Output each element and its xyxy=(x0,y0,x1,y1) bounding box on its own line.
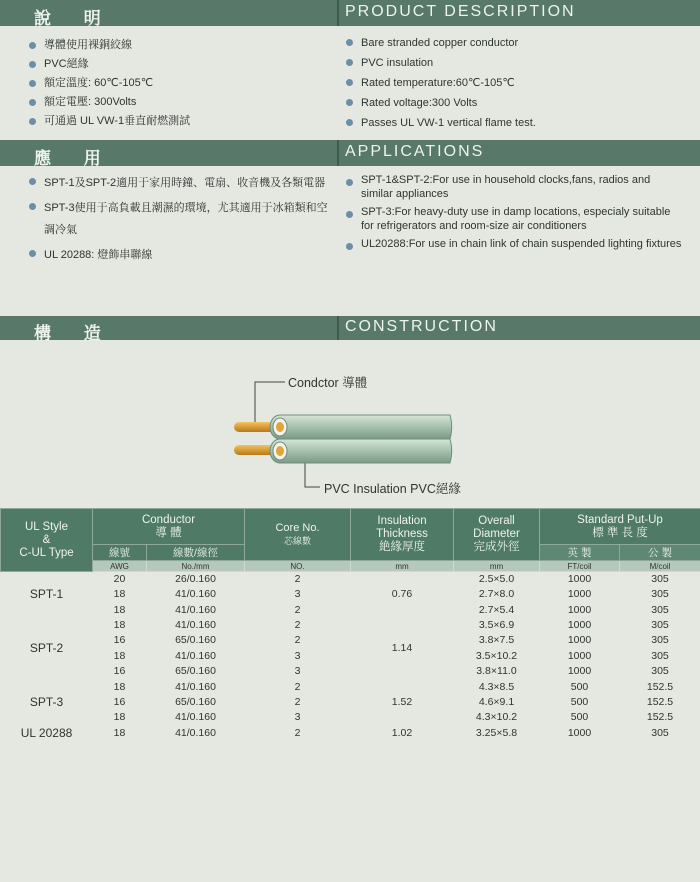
header-ft-zh: 英 製 xyxy=(540,545,620,561)
core-cell: 3 xyxy=(294,711,301,724)
construction-title-en: CONSTRUCTION xyxy=(345,318,498,335)
ft-cell: 1000 xyxy=(567,603,592,616)
table-row xyxy=(1,633,700,648)
table-row xyxy=(1,679,700,694)
list-item: Passes UL VW-1 vertical flame test. xyxy=(345,113,685,133)
thickness-cell: 1.02 xyxy=(391,726,413,739)
m-cell: 305 xyxy=(651,588,669,601)
applications-title-en: APPLICATIONS xyxy=(345,143,485,160)
unit-core: NO. xyxy=(245,561,351,572)
description-list-en xyxy=(345,33,685,133)
header-dia-zh: 完成外徑 xyxy=(473,541,520,553)
diameter-cell: 4.6×9.1 xyxy=(478,695,515,708)
header-style-line3: C-UL Type xyxy=(19,546,74,559)
awg-cell: 16 xyxy=(113,665,126,678)
list-item: UL20288:For use in chain link of chain suspended lighting fixtures xyxy=(345,237,685,251)
diameter-cell: 3.8×7.5 xyxy=(478,634,515,647)
conductor-label: Condctor 導體 xyxy=(288,376,368,390)
description-title-en: PRODUCT DESCRIPTION xyxy=(345,3,576,20)
ft-cell: 1000 xyxy=(567,573,592,585)
list-item: PVC insulation xyxy=(345,53,685,73)
m-cell: 305 xyxy=(651,649,669,662)
construction-header xyxy=(0,316,700,343)
applications-header xyxy=(0,140,700,166)
core-cell: 2 xyxy=(294,634,301,647)
awg-cell: 20 xyxy=(113,573,126,585)
core-cell: 2 xyxy=(294,603,301,616)
ft-cell: 500 xyxy=(570,695,589,708)
insulation-label: PVC Insulation PVC絕緣 xyxy=(324,482,461,496)
m-cell: 305 xyxy=(651,634,669,647)
header-ins-en2: Thickness xyxy=(376,528,428,540)
applications-list-zh xyxy=(28,172,333,269)
table-row xyxy=(1,726,700,741)
list-item: 額定電壓: 300Volts xyxy=(28,93,328,112)
header-diameter xyxy=(454,509,540,561)
header-dia-en1: Overall xyxy=(478,515,515,527)
m-cell: 305 xyxy=(651,618,669,631)
unit-ins: mm xyxy=(351,561,454,572)
unit-ft: FT/coil xyxy=(540,561,620,572)
core-cell: 2 xyxy=(294,726,301,739)
ft-cell: 1000 xyxy=(567,726,592,739)
header-strand-zh: 線數/線徑 xyxy=(147,545,245,561)
table-row xyxy=(1,602,700,617)
strand-cell: 41/0.160 xyxy=(175,711,216,724)
table-row xyxy=(1,710,700,725)
list-item: 額定溫度: 60℃-105℃ xyxy=(28,74,328,93)
diameter-cell: 2.7×8.0 xyxy=(478,588,515,601)
header-dia-en2: Diameter xyxy=(473,528,520,540)
ft-cell: 1000 xyxy=(567,588,592,601)
list-item: UL 20288: 燈飾串聯線 xyxy=(28,244,333,266)
list-item: Rated voltage:300 Volts xyxy=(345,93,685,113)
list-item: Rated temperature:60℃-105℃ xyxy=(345,73,685,93)
table-row xyxy=(1,664,700,679)
style-cell: SPT-3 xyxy=(29,694,64,709)
header-ins-en1: Insulation xyxy=(377,515,427,527)
unit-m: M/coil xyxy=(620,561,700,572)
thickness-cell: 0.76 xyxy=(391,588,413,601)
header-core xyxy=(245,509,351,561)
header-style-line1: UL Style xyxy=(24,520,69,533)
applications-divider xyxy=(337,140,339,166)
header-conductor xyxy=(93,509,245,545)
header-gauge-zh: 線號 xyxy=(93,545,147,561)
table-row xyxy=(1,649,700,664)
list-item: Bare stranded copper conductor xyxy=(345,33,685,53)
table-row xyxy=(1,572,700,588)
header-style-line2: & xyxy=(42,533,51,546)
list-item: 導體使用裸銅絞線 xyxy=(28,36,328,55)
header-putup-en: Standard Put-Up xyxy=(577,513,663,526)
upper-insulation xyxy=(270,415,452,439)
awg-cell: 18 xyxy=(113,680,126,693)
awg-cell: 18 xyxy=(113,649,126,662)
description-header xyxy=(0,0,700,26)
description-list-zh xyxy=(28,36,328,131)
header-m-zh: 公 製 xyxy=(620,545,700,561)
m-cell: 305 xyxy=(651,573,669,585)
strand-cell: 41/0.160 xyxy=(175,649,216,662)
m-cell: 152.5 xyxy=(646,711,674,724)
spec-table xyxy=(0,508,700,741)
header-insulation xyxy=(351,509,454,561)
header-conductor-en: Conductor xyxy=(141,513,196,526)
unit-awg: AWG xyxy=(93,561,147,572)
style-cell: SPT-2 xyxy=(29,641,64,656)
header-putup xyxy=(540,509,700,545)
list-item: SPT-3使用于高負載且潮濕的環境，尤其適用于冰箱類和空調冷氣 xyxy=(28,197,333,241)
awg-cell: 18 xyxy=(113,618,126,631)
core-cell: 2 xyxy=(294,695,301,708)
strand-cell: 41/0.160 xyxy=(175,680,216,693)
unit-dia: mm xyxy=(454,561,540,572)
core-cell: 3 xyxy=(294,665,301,678)
description-divider xyxy=(337,0,339,26)
core-cell: 2 xyxy=(294,680,301,693)
strand-cell: 65/0.160 xyxy=(175,695,216,708)
core-cell: 2 xyxy=(294,618,301,631)
ft-cell: 1000 xyxy=(567,634,592,647)
m-cell: 152.5 xyxy=(646,680,674,693)
thickness-cell: 1.52 xyxy=(391,695,413,708)
thickness-cell: 1.14 xyxy=(391,642,413,655)
header-putup-zh: 標 準 長 度 xyxy=(592,526,648,539)
table-row xyxy=(1,695,700,710)
ft-cell: 500 xyxy=(570,680,589,693)
table-row xyxy=(1,587,700,602)
strand-cell: 65/0.160 xyxy=(175,665,216,678)
core-cell: 3 xyxy=(294,649,301,662)
core-cell: 2 xyxy=(294,573,301,585)
core-cell: 3 xyxy=(294,588,301,601)
lower-insulation xyxy=(270,439,452,463)
diameter-cell: 4.3×8.5 xyxy=(478,680,515,693)
strand-cell: 41/0.160 xyxy=(175,588,216,601)
header-core-zh: 芯線數 xyxy=(283,536,311,546)
diameter-cell: 2.5×5.0 xyxy=(478,573,515,585)
awg-cell: 16 xyxy=(113,695,126,708)
construction-title-zh: 構 造 xyxy=(34,324,115,343)
header-core-en: Core No. xyxy=(275,522,320,534)
m-cell: 152.5 xyxy=(646,695,674,708)
cable-illustration xyxy=(220,365,520,500)
awg-cell: 18 xyxy=(113,603,126,616)
list-item: PVC絕緣 xyxy=(28,55,328,74)
strand-cell: 41/0.160 xyxy=(175,618,216,631)
header-conductor-zh: 導 體 xyxy=(155,526,182,539)
applications-title-zh: 應 用 xyxy=(34,149,115,168)
unit-strand: No./mm xyxy=(147,561,245,572)
strand-cell: 65/0.160 xyxy=(175,634,216,647)
diameter-cell: 3.5×6.9 xyxy=(478,618,515,631)
list-item: 可通過 UL VW-1垂直耐燃測試 xyxy=(28,112,328,131)
description-title-zh: 說 明 xyxy=(34,9,115,28)
diameter-cell: 4.3×10.2 xyxy=(475,711,518,724)
applications-list-en xyxy=(345,173,685,255)
m-cell: 305 xyxy=(651,603,669,616)
diameter-cell: 3.25×5.8 xyxy=(475,726,518,739)
ft-cell: 500 xyxy=(570,711,589,724)
diameter-cell: 2.7×5.4 xyxy=(478,603,515,616)
spec-table-body xyxy=(1,572,700,741)
awg-cell: 18 xyxy=(113,711,126,724)
style-cell: SPT-1 xyxy=(29,587,64,602)
strand-cell: 41/0.160 xyxy=(175,726,216,739)
construction-divider xyxy=(337,316,339,340)
diameter-cell: 3.5×10.2 xyxy=(475,649,518,662)
ft-cell: 1000 xyxy=(567,618,592,631)
table-row xyxy=(1,618,700,633)
list-item: SPT-1&SPT-2:For use in household clocks,fans, radios and similar appliances xyxy=(345,173,685,201)
strand-cell: 41/0.160 xyxy=(175,603,216,616)
header-ins-zh: 絶緣厚度 xyxy=(379,541,425,553)
awg-cell: 16 xyxy=(113,634,126,647)
m-cell: 305 xyxy=(651,665,669,678)
style-cell: UL 20288 xyxy=(20,725,73,740)
list-item: SPT-3:For heavy-duty use in damp locations, especialy suitable for refrigerators and room-size air conditioners xyxy=(345,205,685,233)
strand-cell: 26/0.160 xyxy=(175,573,216,585)
diameter-cell: 3.8×11.0 xyxy=(476,665,517,678)
header-style xyxy=(1,509,93,572)
awg-cell: 18 xyxy=(113,726,126,739)
awg-cell: 18 xyxy=(113,588,126,601)
ft-cell: 1000 xyxy=(567,665,592,678)
ft-cell: 1000 xyxy=(567,649,592,662)
list-item: SPT-1及SPT-2適用于家用時鐘、電扇、收音機及各類電器 xyxy=(28,172,333,194)
m-cell: 305 xyxy=(651,726,669,739)
